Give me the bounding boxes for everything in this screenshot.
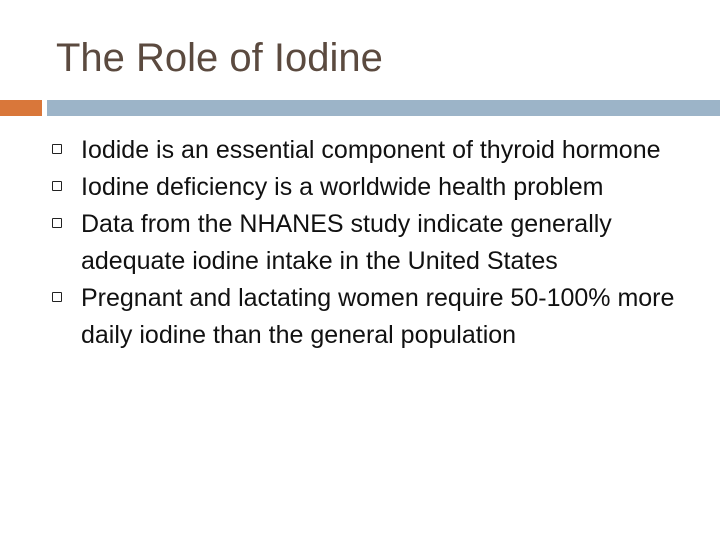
bullet-item	[48, 169, 688, 206]
title-rule-bar	[47, 100, 720, 116]
bullet-list	[48, 132, 688, 354]
bullet-text: Pregnant and lactating women require 50-100% more daily iodine than the general population	[81, 284, 675, 349]
checkbox-square-icon	[52, 218, 62, 228]
slide-title: The Role of Iodine	[56, 36, 383, 80]
title-accent-bar	[0, 100, 42, 116]
bullet-text: Iodide is an essential component of thyroid hormone	[81, 136, 661, 164]
checkbox-square-icon	[52, 144, 62, 154]
bullet-item	[48, 280, 688, 354]
bullet-item	[48, 132, 688, 169]
bullet-text: Iodine deficiency is a worldwide health problem	[81, 173, 604, 201]
bullet-item	[48, 206, 688, 280]
checkbox-square-icon	[52, 181, 62, 191]
bullet-text: Data from the NHANES study indicate generally adequate iodine intake in the United States	[81, 210, 612, 275]
checkbox-square-icon	[52, 292, 62, 302]
